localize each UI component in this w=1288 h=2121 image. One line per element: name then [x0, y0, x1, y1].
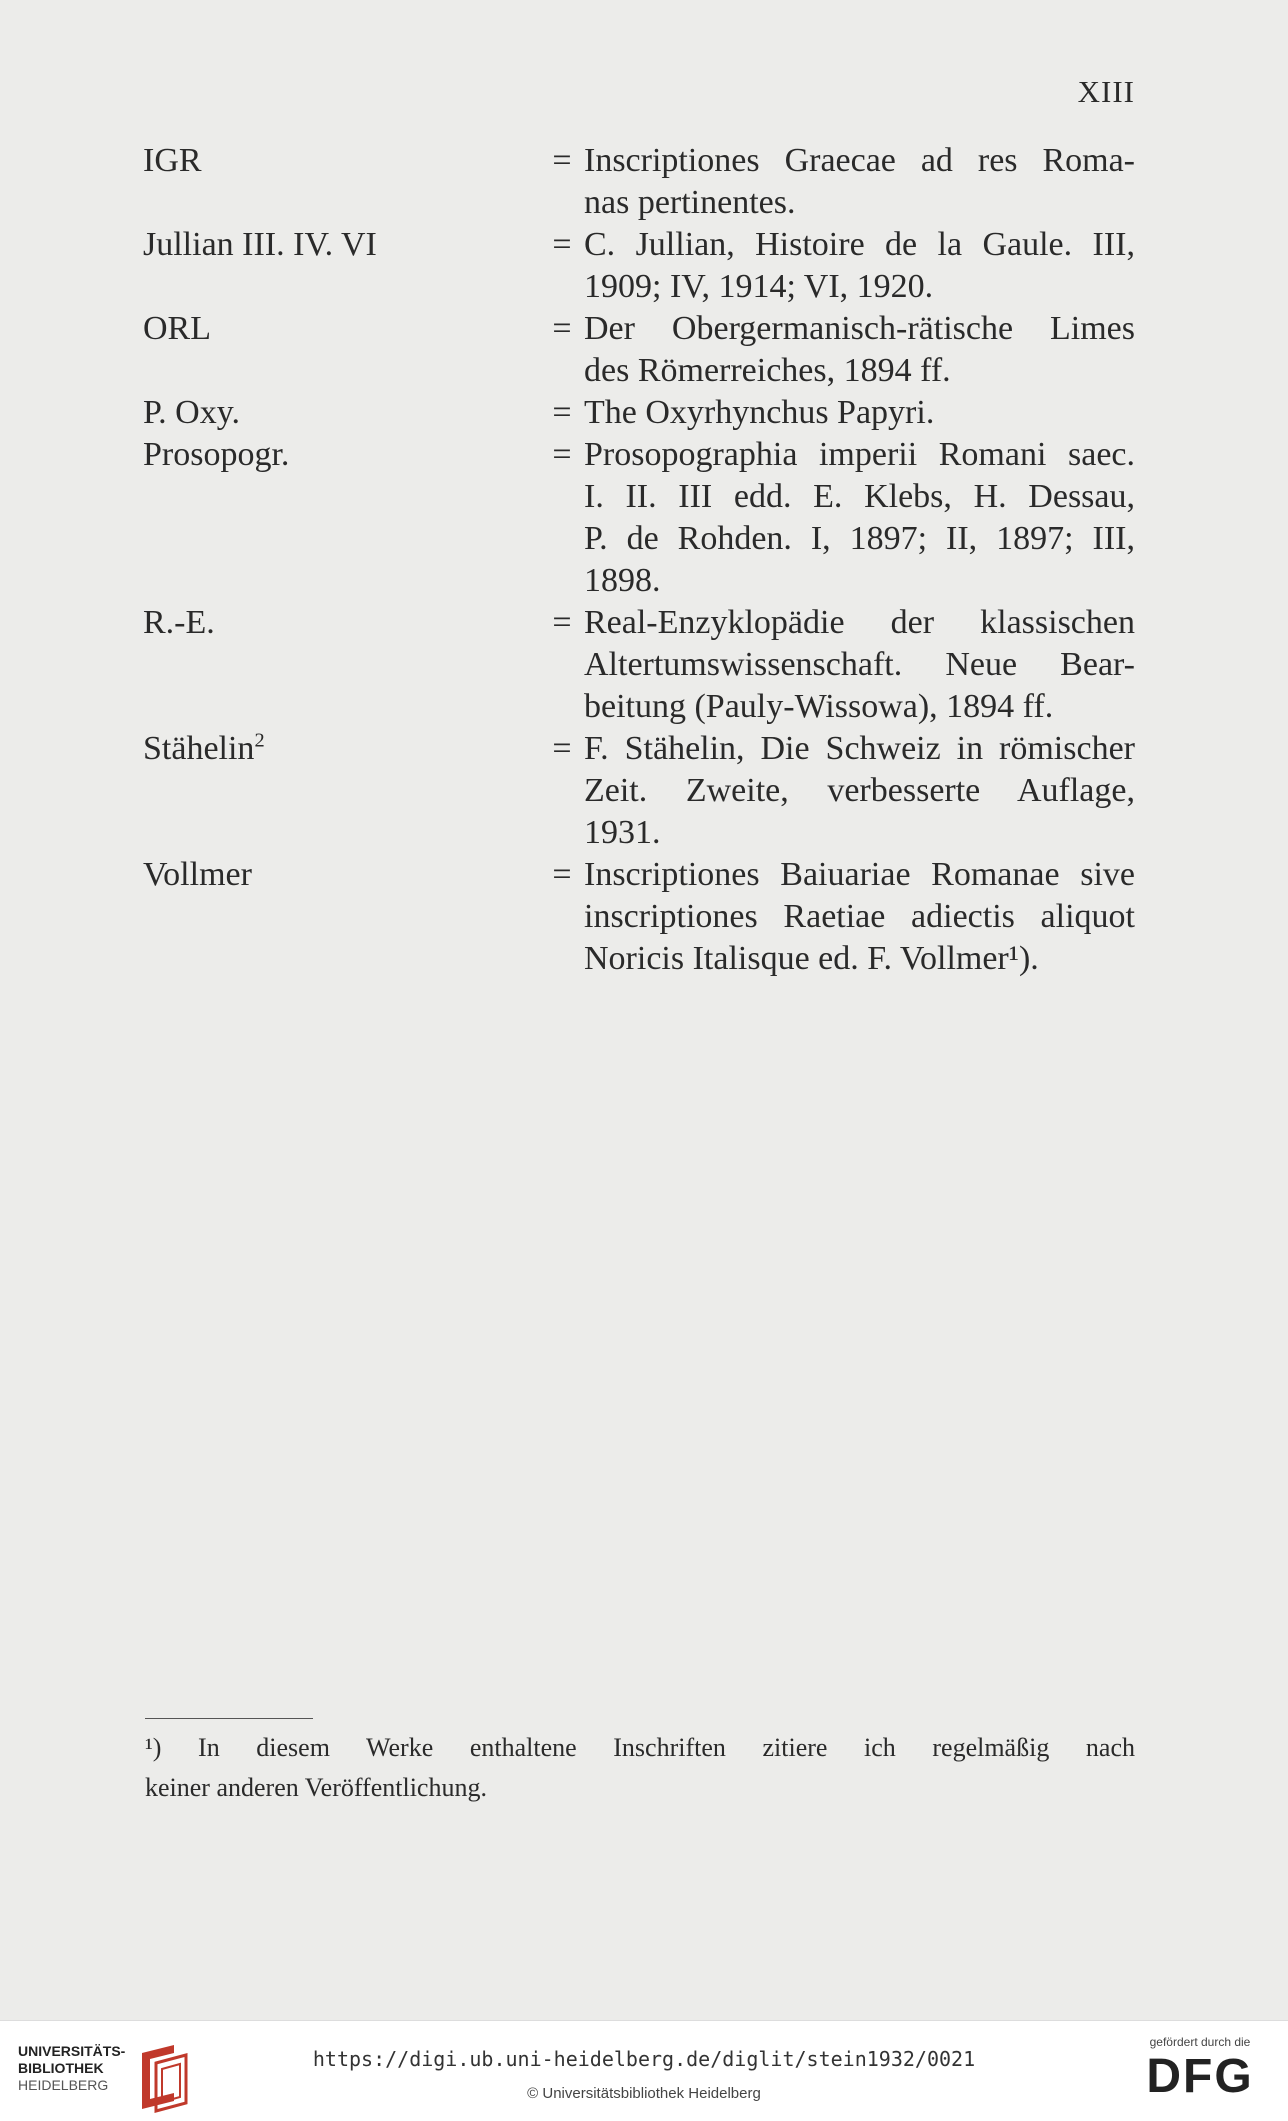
library-name-line-3: HEIDELBERG	[18, 2077, 109, 2093]
definition-line: I. II. III edd. E. Klebs, H. Dessau,	[584, 478, 1135, 515]
footnote-line-2: keiner anderen Veröffentlichung.	[145, 1773, 487, 1802]
equals-sign: =	[552, 142, 572, 179]
definition-line: 1909; IV, 1914; VI, 1920.	[584, 268, 934, 305]
abbreviation-entry	[143, 602, 1135, 728]
edition-superscript: 2	[254, 729, 265, 752]
abbreviation-text: Stähelin	[143, 730, 255, 767]
definition-line: P. de Rohden. I, 1897; II, 1897; III,	[584, 520, 1135, 557]
abbreviation-text: Prosopogr.	[143, 436, 290, 473]
dfg-logo[interactable]	[1130, 2035, 1270, 2115]
abbreviation-definition	[584, 392, 1135, 434]
abbreviation-term	[143, 224, 540, 308]
abbreviation-definition	[584, 434, 1135, 602]
abbreviation-entry	[143, 392, 1135, 434]
equals-sign: =	[552, 604, 572, 641]
abbreviation-entry	[143, 854, 1135, 980]
viewer-footer	[0, 2020, 1288, 2121]
abbreviation-entry	[143, 728, 1135, 854]
abbreviation-entry	[143, 224, 1135, 308]
equals-sign: =	[552, 730, 572, 767]
abbreviation-entry	[143, 308, 1135, 392]
definition-line: nas pertinentes.	[584, 184, 796, 221]
funder-logo: DFG	[1146, 2050, 1254, 2103]
footnote	[145, 1728, 1135, 1808]
definition-line: F. Stähelin, Die Schweiz in römischer	[584, 730, 1135, 767]
abbreviation-term	[143, 434, 540, 602]
equals-sign: =	[552, 394, 572, 431]
abbreviation-text: IGR	[143, 142, 202, 179]
abbreviation-definition	[584, 602, 1135, 728]
permalink-url[interactable]: https://digi.ub.uni-heidelberg.de/diglit/stein1932/0021	[312, 2047, 976, 2071]
definition-line: des Römerreiches, 1894 ff.	[584, 352, 951, 389]
funder-note: gefördert durch die	[1149, 2035, 1251, 2049]
definition-line: Noricis Italisque ed. F. Vollmer¹).	[584, 940, 1039, 977]
definition-line: C. Jullian, Histoire de la Gaule. III,	[584, 226, 1135, 263]
abbreviation-term	[143, 728, 540, 854]
abbreviation-term	[143, 140, 540, 224]
footnote-line-1	[145, 1728, 1135, 1768]
library-name-line-1: UNIVERSITÄTS-	[18, 2043, 126, 2059]
footnote-text: In diesem Werke enthaltene Inschriften zitiere ich regelmäßig nach	[198, 1733, 1135, 1762]
abbreviation-definition	[584, 224, 1135, 308]
equals-sign: =	[552, 856, 572, 893]
footnote-marker: ¹)	[145, 1733, 162, 1762]
footnote-divider	[145, 1718, 313, 1719]
equals-sign: =	[552, 436, 572, 473]
abbreviation-text: Vollmer	[143, 856, 252, 893]
definition-line: Zeit. Zweite, verbesserte Auflage,	[584, 772, 1135, 809]
abbreviation-term	[143, 854, 540, 980]
abbreviation-definition	[584, 308, 1135, 392]
page-number: XIII	[1077, 74, 1135, 109]
equals-sign: =	[552, 310, 572, 347]
definition-line: beitung (Pauly-Wissowa), 1894 ff.	[584, 688, 1054, 725]
abbreviation-list	[143, 140, 1135, 980]
abbreviation-definition	[584, 854, 1135, 980]
abbreviation-entry	[143, 434, 1135, 602]
definition-line: The Oxyrhynchus Papyri.	[584, 394, 935, 431]
abbreviation-definition	[584, 728, 1135, 854]
abbreviation-text: Jullian III. IV. VI	[143, 226, 377, 263]
definition-line: Altertumswissenschaft. Neue Bear-	[584, 646, 1135, 683]
abbreviation-term	[143, 392, 540, 434]
definition-line: Inscriptiones Graecae ad res Roma-	[584, 142, 1135, 179]
definition-line: inscriptiones Raetiae adiectis aliquot	[584, 898, 1135, 935]
abbreviation-definition	[584, 140, 1135, 224]
abbreviation-text: P. Oxy.	[143, 394, 240, 431]
copyright-notice: © Universitätsbibliothek Heidelberg	[527, 2085, 761, 2102]
equals-sign: =	[552, 226, 572, 263]
definition-line: Der Obergermanisch-rätische Limes	[584, 310, 1135, 347]
definition-line: Real-Enzyklopädie der klassischen	[584, 604, 1135, 641]
definition-line: 1931.	[584, 814, 661, 851]
definition-line: 1898.	[584, 562, 661, 599]
definition-line: Prosopographia imperii Romani saec.	[584, 436, 1135, 473]
library-name-line-2: BIBLIOTHEK	[18, 2060, 104, 2076]
abbreviation-text: R.-E.	[143, 604, 215, 641]
abbreviation-term	[143, 308, 540, 392]
abbreviation-text: ORL	[143, 310, 211, 347]
abbreviation-entry	[143, 140, 1135, 224]
abbreviation-term	[143, 602, 540, 728]
definition-line: Inscriptiones Baiuariae Romanae sive	[584, 856, 1135, 893]
